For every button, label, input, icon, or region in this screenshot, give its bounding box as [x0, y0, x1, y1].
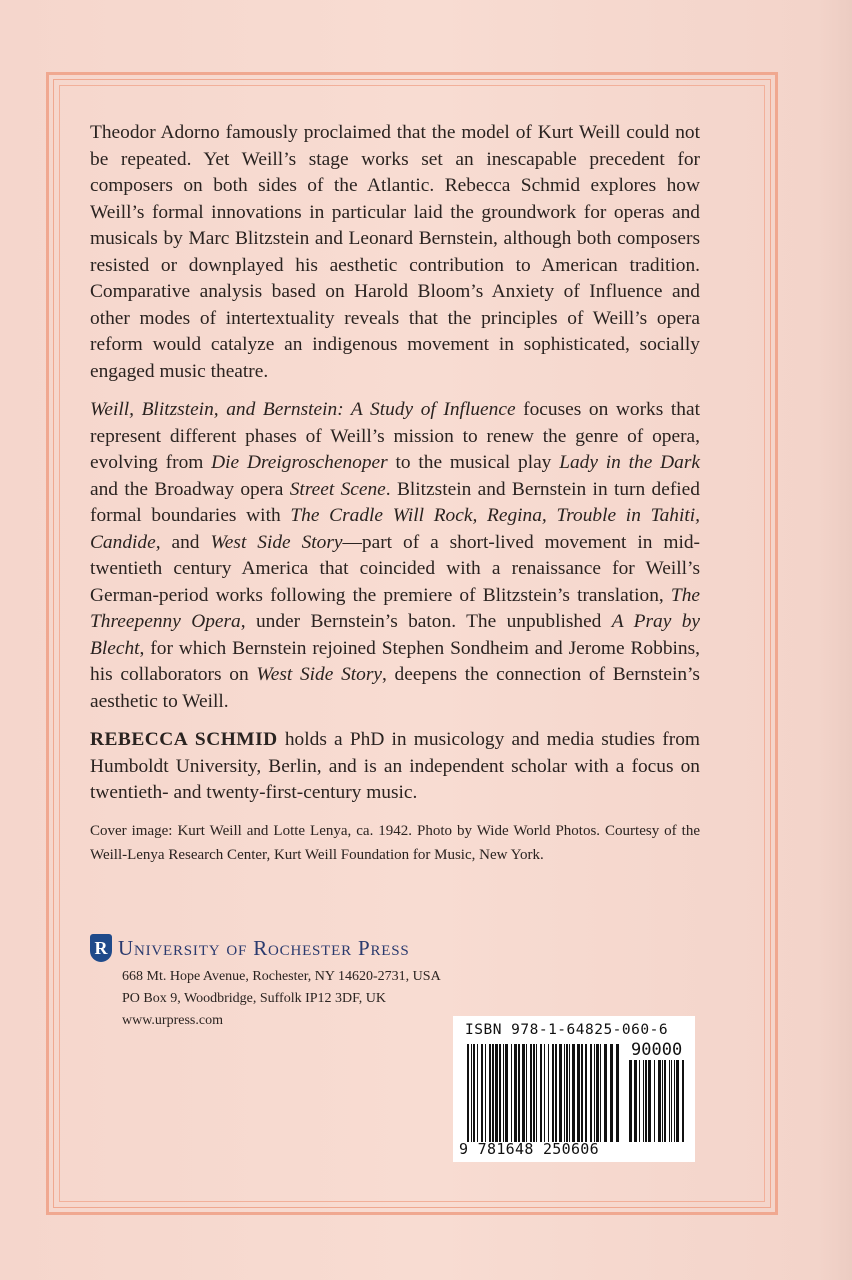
barcode-bars-icon	[467, 1044, 619, 1142]
barcode-digits: 9 781648 250606	[459, 1140, 599, 1158]
author-bio-text: holds a PhD in musicology and media studies from Humboldt University, Berlin, and is an independent scholar with a focus on twentieth- and twenty-first-century music.	[90, 729, 700, 803]
isbn-barcode	[453, 1016, 695, 1162]
text-run: to the musical play	[387, 452, 560, 473]
address-line-2: PO Box 9, Woodbridge, Suffolk IP12 3DF, UK	[122, 991, 387, 1006]
work-title: West Side Story	[256, 664, 382, 685]
work-title: A Pray by Blecht	[90, 611, 701, 659]
text-run: . Blitzstein and Bernstein in turn defied formal boundaries with	[90, 478, 700, 526]
text-run: , under Bernstein’s baton. The unpublished	[240, 611, 612, 632]
blurb-paragraph-2	[90, 397, 700, 715]
text-run: and the Broadway opera	[90, 478, 290, 500]
isbn-label: ISBN 978-1-64825-060-6	[465, 1022, 669, 1038]
price-code: 90000	[631, 1040, 683, 1060]
publisher-website: www.urpress.com	[122, 1013, 223, 1028]
blurb-text	[90, 120, 700, 879]
text-run: —part of a short-lived movement in mid-twentieth century America that coincided with a renaissance for Weill’s German-period works following the premiere of Blitzstein’s translation,	[90, 531, 700, 606]
publisher-address	[122, 966, 510, 1032]
text-run: , deepens the connection of Bernstein’s aesthetic to Weill.	[90, 664, 700, 712]
work-title: The Threepenny Opera	[90, 584, 700, 632]
text-run: focuses on works that represent different phases of Weill’s mission to renew the genre of opera, evolving from	[90, 399, 700, 473]
work-title: Street Scene	[289, 478, 386, 500]
barcode-addon-bars-icon	[629, 1060, 685, 1142]
publisher-name: University of Rochester Press	[118, 935, 410, 960]
text-run: and	[160, 531, 211, 553]
shield-logo-icon: R	[90, 934, 112, 962]
author-bio	[90, 727, 700, 807]
publisher-header	[90, 934, 510, 962]
address-line-1: 668 Mt. Hope Avenue, Rochester, NY 14620-2731, USA	[122, 969, 441, 984]
author-name: REBECCA SCHMID	[90, 729, 278, 750]
blurb-paragraph-1: Theodor Adorno famously proclaimed that the model of Kurt Weill could not be repeated. Yet Weill’s stage works set an inescapable precedent for composers on both sides of the Atlantic. Rebecca Schmid explores how Weill’s formal innovations in particular laid the groundwork for operas and musicals by Marc Blitzstein and Leonard Bernstein, although both composers resisted or downplayed his aesthetic contribution to American tradition. Comparative analysis based on Harold Bloom’s Anxiety of Influence and other modes of intertextuality reveals that the principles of Weill’s opera reform would catalyze an indigenous movement in sophisticated, socially engaged music theatre.	[90, 122, 700, 382]
text-run: , for which Bernstein rejoined Stephen Sondheim and Jerome Robbins, his collaborators on	[90, 637, 700, 685]
book-title: Weill, Blitzstein, and Bernstein: A Study of Influence	[90, 399, 516, 420]
work-title: West Side Story	[210, 531, 343, 553]
work-title: Lady in the Dark	[559, 452, 700, 473]
work-title: Die Dreigroschenoper	[211, 452, 388, 473]
cover-image-credit: Cover image: Kurt Weill and Lotte Lenya, ca. 1942. Photo by Wide World Photos. Courtesy of the Weill-Lenya Research Center, Kurt Weill Foundation for Music, New York.	[90, 822, 700, 863]
publisher-block	[90, 934, 510, 1032]
work-title: The Cradle Will Rock, Regina, Trouble in Tahiti, Candide,	[90, 505, 700, 553]
